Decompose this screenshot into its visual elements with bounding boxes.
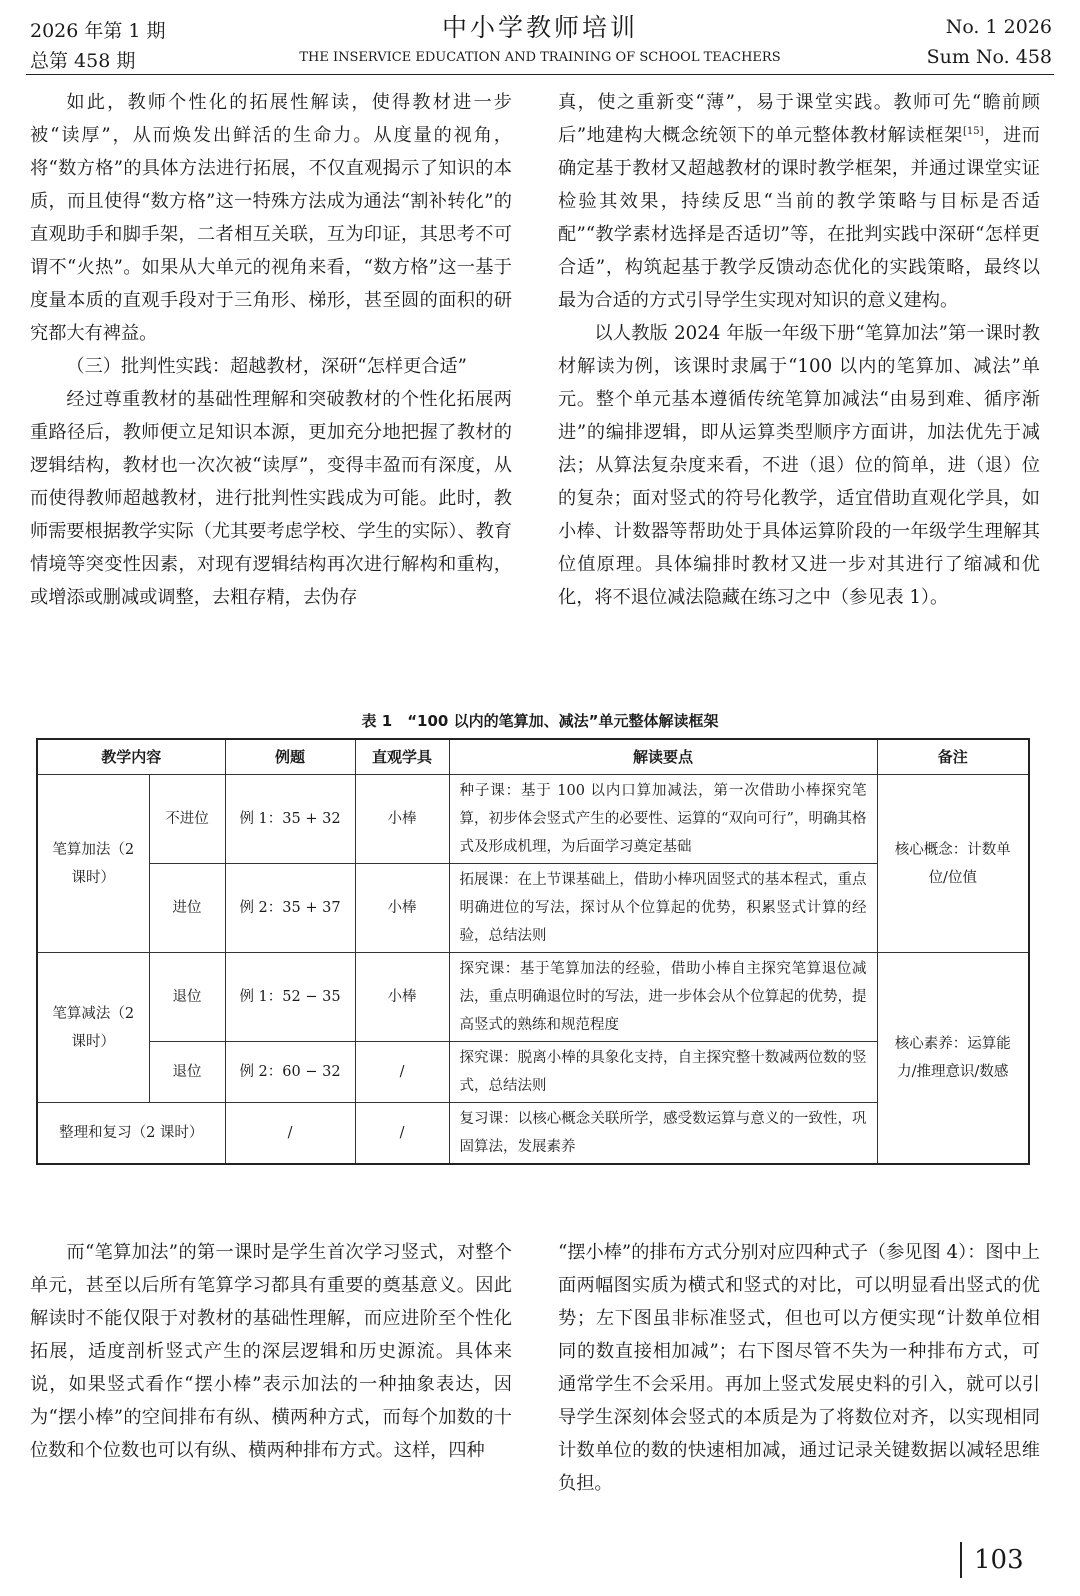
header-content: 教学内容 bbox=[37, 739, 225, 775]
paragraph: 以人教版 2024 年版一年级下册“笔算加法”第一课时教材解读为例，该课时隶属于“100 以内的笔算加、减法”单元。整个单元基本遵循传统笔算加减法“由易到难、循序渐进”的编排逻辑，即从运算类型顺序方面讲，加法优先于减法；从算法复杂度来看，不进（退）位的简单，进（退）位的复杂；面对竖式的符号化教学，适宜借助直观化学具，如小棒、计数器等帮助处于具体运算阶段的一年级学生理解其位值原理。具体编排时教材又进一步对其进行了缩减和优化，将不退位减法隐藏在练习之中（参见表 1）。 bbox=[558, 323, 1040, 608]
paragraph: 而“笔算加法”的第一课时是学生首次学习竖式，对整个单元，甚至以后所有笔算学习都具有重要的奠基意义。因此解读时不能仅限于对教材的基础性理解，而应进阶至个性化拓展，适度剖析竖式产生的深层逻辑和历史源流。具体来说，如果竖式看作“摆小棒”表示加法的一种抽象表达，因为“摆小棒”的空间排布有纵、横两种方式，而每个加数的十位数和个位数也可以有纵、横两种排布方式。这样，四种 bbox=[30, 1242, 512, 1461]
paragraph bbox=[558, 86, 1040, 317]
text-column-left-bottom bbox=[30, 1236, 512, 1467]
header-tool: 直观学具 bbox=[355, 739, 449, 775]
paragraph-text: 真，使之重新变“薄”，易于课堂实践。教师可先“瞻前顾后”地建构大概念统领下的单元整体教材解读框架 bbox=[558, 92, 1040, 146]
text-column-right-top bbox=[558, 86, 1040, 614]
cell-example: 例 2：60 − 32 bbox=[225, 1042, 355, 1103]
cell-example: 例 1：35 + 32 bbox=[225, 775, 355, 864]
group-addition: 笔算加法（2 课时） bbox=[37, 775, 149, 953]
cell-subtype: 退位 bbox=[149, 1042, 225, 1103]
journal-title-cn: 中小学教师培训 bbox=[441, 13, 638, 42]
cell-tool: / bbox=[355, 1042, 449, 1103]
cell-tool: / bbox=[355, 1103, 449, 1165]
cell-subtype: 不进位 bbox=[149, 775, 225, 864]
cell-example: / bbox=[225, 1103, 355, 1165]
issue-year: 2026 年第 1 期 bbox=[30, 20, 166, 42]
header-points: 解读要点 bbox=[449, 739, 877, 775]
cell-points: 种子课：基于 100 以内口算加减法，第一次借助小棒探究笔算，初步体会竖式产生的必要性、运算的“双向可行”，明确其格式及形成机理，为后面学习奠定基础 bbox=[449, 775, 877, 864]
header-rule bbox=[26, 74, 1054, 75]
cell-points: 拓展课：在上节课基础上，借助小棒巩固竖式的基本程式，重点明确进位的写法，探讨从个位算起的优势，积累竖式计算的经验，总结法则 bbox=[449, 864, 877, 953]
table-caption: 表 1 “100 以内的笔算加、减法”单元整体解读框架 bbox=[361, 712, 719, 730]
header-note: 备注 bbox=[877, 739, 1029, 775]
cell-review: 整理和复习（2 课时） bbox=[37, 1103, 225, 1165]
running-header bbox=[0, 0, 1080, 76]
table-row bbox=[37, 953, 1029, 1042]
cell-subtype: 退位 bbox=[149, 953, 225, 1042]
paragraph: 如此，教师个性化的拓展性解读，使得教材进一步被“读厚”，从而焕发出鲜活的生命力。从度量的视角，将“数方格”的具体方法进行拓展，不仅直观揭示了知识的本质，而且使得“数方格”这一特殊方法成为通法“割补转化”的直观助手和脚手架，二者相互关联，互为印证，其思考不可谓不“火热”。如果从大单元的视角来看，“数方格”这一基于度量本质的直观手段对于三角形、梯形，甚至圆的面积的研究都大有裨益。 bbox=[30, 92, 512, 344]
note-core-literacy: 核心素养：运算能力/推理意识/数感 bbox=[877, 953, 1029, 1165]
issue-number-en: No. 1 2026 bbox=[945, 16, 1052, 38]
note-core-concept: 核心概念：计数单位/位值 bbox=[877, 775, 1029, 953]
cell-points: 复习课：以核心概念关联所学，感受数运算与意义的一致性，巩固算法，发展素养 bbox=[449, 1103, 877, 1165]
journal-title-en: THE INSERVICE EDUCATION AND TRAINING OF SCHOOL TEACHERS bbox=[299, 50, 781, 65]
citation-ref: [15] bbox=[963, 125, 984, 137]
cell-points: 探究课：脱离小棒的具象化支持，自主探究整十数减两位数的竖式，总结法则 bbox=[449, 1042, 877, 1103]
cell-subtype: 进位 bbox=[149, 864, 225, 953]
cell-tool: 小棒 bbox=[355, 775, 449, 864]
header-example: 例题 bbox=[225, 739, 355, 775]
framework-table bbox=[36, 738, 1030, 1165]
table-row bbox=[37, 775, 1029, 864]
issue-total: 总第 458 期 bbox=[30, 50, 136, 72]
cell-tool: 小棒 bbox=[355, 953, 449, 1042]
text-column-right-bottom bbox=[558, 1236, 1040, 1500]
cell-example: 例 2：35 + 37 bbox=[225, 864, 355, 953]
sum-number-en: Sum No. 458 bbox=[926, 46, 1052, 68]
cell-example: 例 1：52 − 35 bbox=[225, 953, 355, 1042]
group-subtraction: 笔算减法（2 课时） bbox=[37, 953, 149, 1103]
text-column-left-top bbox=[30, 86, 512, 614]
paragraph: 经过尊重教材的基础性理解和突破教材的个性化拓展两重路径后，教师便立足知识本源，更加充分地把握了教材的逻辑结构，教材也一次次被“读厚”，变得丰盈而有深度，从而使得教师超越教材，进行批判性实践成为可能。此时，教师需要根据教学实际（尤其要考虑学校、学生的实际）、教育情境等突变性因素，对现有逻辑结构再次进行解构和重构，或增添或删减或调整，去粗存精，去伪存 bbox=[30, 389, 512, 608]
table-header-row bbox=[37, 739, 1029, 775]
cell-tool: 小棒 bbox=[355, 864, 449, 953]
section-heading: （三）批判性实践：超越教材，深研“怎样更合适” bbox=[66, 356, 467, 377]
paragraph-text: ，进而确定基于教材又超越教材的课时教学框架，并通过课堂实证检验其效果，持续反思“当前的教学策略与目标是否适配”“教学素材选择是否适切”等，在批判实践中深研“怎样更合适”，构筑起基于教学反馈动态优化的实践策略，最终以最为合适的方式引导学生实现对知识的意义建构。 bbox=[558, 125, 1040, 311]
page-number: 103 bbox=[960, 1542, 1024, 1578]
cell-points: 探究课：基于笔算加法的经验，借助小棒自主探究笔算退位减法，重点明确退位时的写法，进一步体会从个位算起的优势，提高竖式的熟练和规范程度 bbox=[449, 953, 877, 1042]
paragraph: “摆小棒”的排布方式分别对应四种式子（参见图 4）：图中上面两幅图实质为横式和竖式的对比，可以明显看出竖式的优势；左下图虽非标准竖式，但也可以方便实现“计数单位相同的数直接相加减”；右下图尽管不失为一种排布方式，可通常学生不会采用。再加上竖式发展史料的引入，就可以引导学生深刻体会竖式的本质是为了将数位对齐，以实现相同计数单位的数的快速相加减，通过记录关键数据以减轻思维负担。 bbox=[558, 1242, 1040, 1494]
